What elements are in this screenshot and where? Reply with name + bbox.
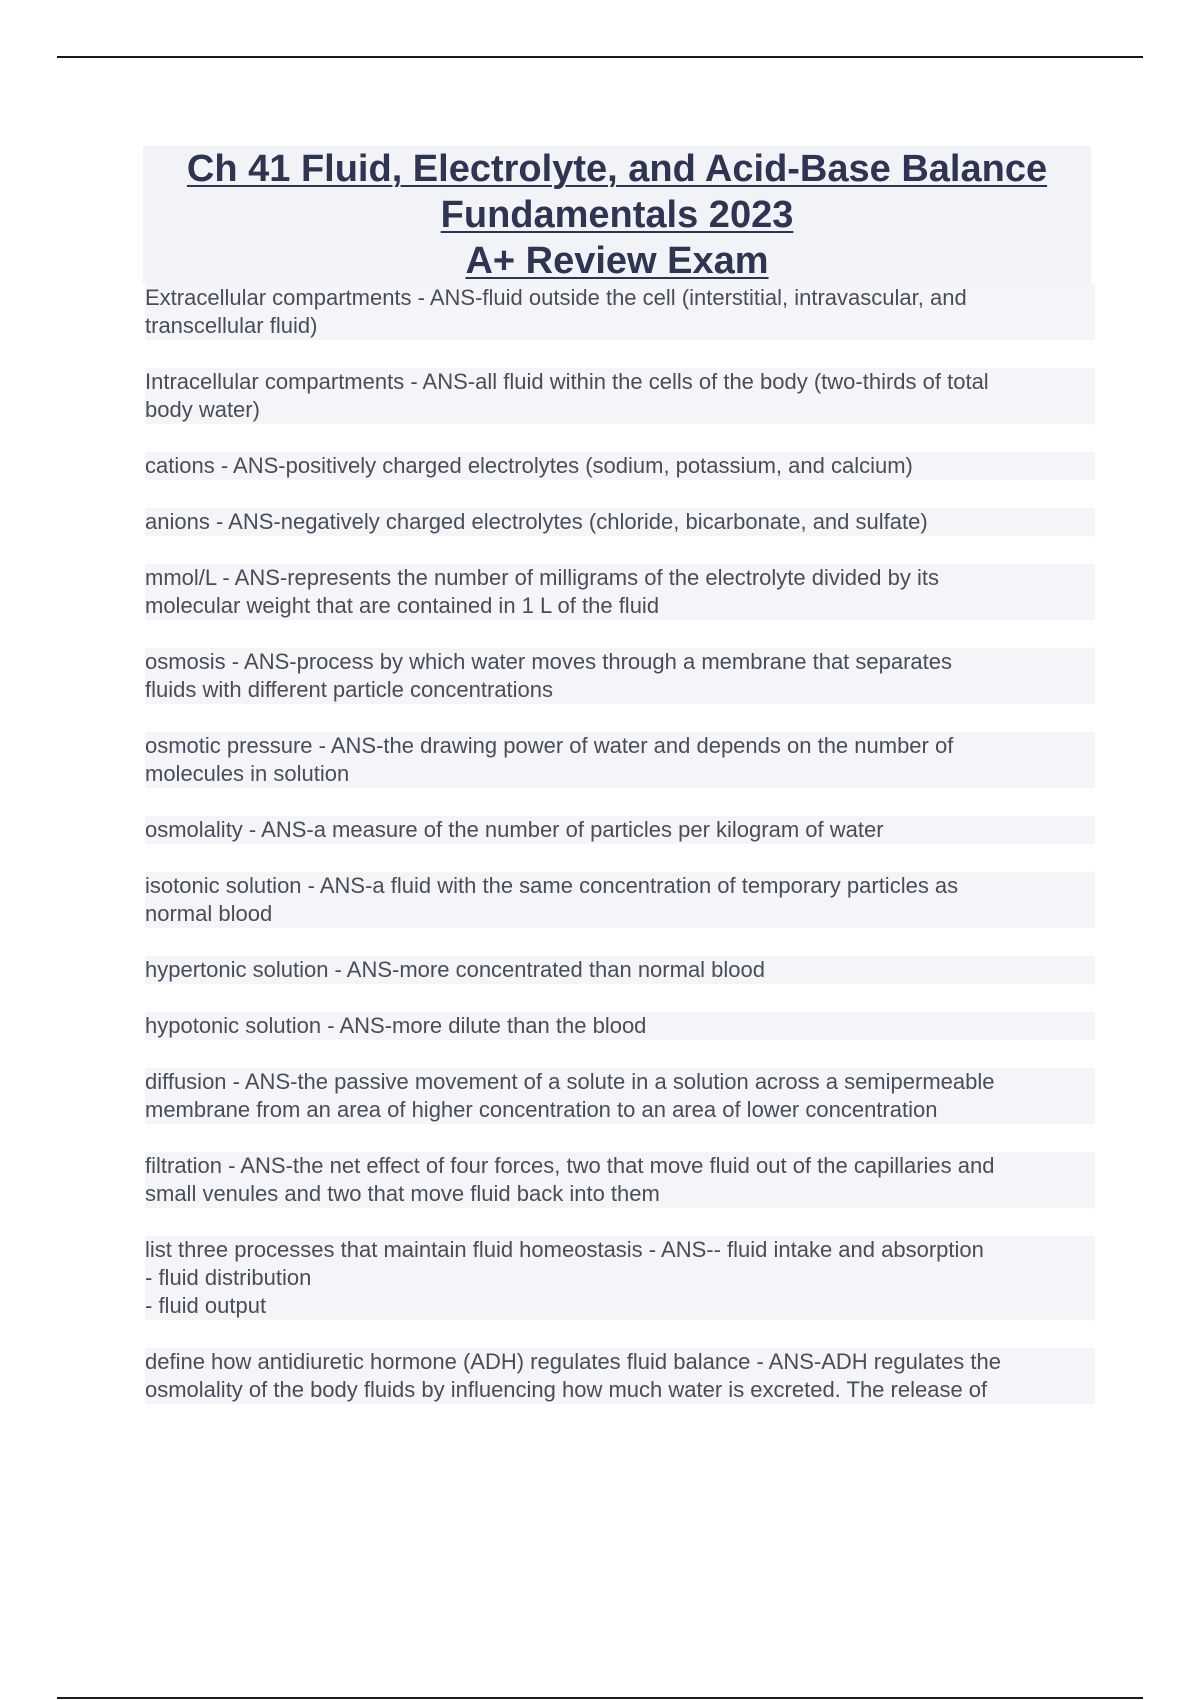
entry-text: isotonic solution - ANS-a fluid with the same concentration of temporary particles as: [145, 873, 959, 898]
entry-text: molecules in solution: [145, 761, 350, 786]
bottom-rule: [57, 1697, 1143, 1699]
entry-text: osmosis - ANS-process by which water moves through a membrane that separates: [145, 649, 953, 674]
entry-text: - fluid output: [145, 1293, 267, 1318]
qa-entry-extracellular: [145, 284, 1095, 340]
entry-text: diffusion - ANS-the passive movement of a solute in a solution across a semipermeable: [145, 1069, 995, 1094]
entry-text: transcellular fluid): [145, 313, 318, 338]
qa-entry-cations: [145, 452, 1095, 480]
entry-text: small venules and two that move fluid back into them: [145, 1181, 660, 1206]
qa-entry-adh: [145, 1348, 1095, 1404]
entry-text: molecular weight that are contained in 1 L of the fluid: [145, 593, 660, 618]
qa-entry-filtration: [145, 1152, 1095, 1208]
entry-text: cations - ANS-positively charged electrolytes (sodium, potassium, and calcium): [145, 453, 913, 478]
title-line-1: Ch 41 Fluid, Electrolyte, and Acid-Base Balance: [186, 148, 1048, 190]
entry-text: hypertonic solution - ANS-more concentrated than normal blood: [145, 957, 766, 982]
entry-text: body water): [145, 397, 260, 422]
qa-entry-osmotic-pressure: [145, 732, 1095, 788]
qa-entry-hypotonic: [145, 1012, 1095, 1040]
entry-text: osmotic pressure - ANS-the drawing power of water and depends on the number of: [145, 733, 954, 758]
qa-entry-diffusion: [145, 1068, 1095, 1124]
document-title: [143, 146, 1091, 284]
qa-entry-intracellular: [145, 368, 1095, 424]
title-line-3: A+ Review Exam: [465, 240, 769, 282]
entry-text: - fluid distribution: [145, 1265, 312, 1290]
entry-text: anions - ANS-negatively charged electrolytes (chloride, bicarbonate, and sulfate): [145, 509, 928, 534]
entry-text: mmol/L - ANS-represents the number of milligrams of the electrolyte divided by its: [145, 565, 939, 590]
qa-entry-homeostasis: [145, 1236, 1095, 1320]
entry-text: list three processes that maintain fluid homeostasis - ANS-- fluid intake and absorption: [145, 1237, 984, 1262]
entry-text: membrane from an area of higher concentration to an area of lower concentration: [145, 1097, 938, 1122]
entry-text: fluids with different particle concentrations: [145, 677, 554, 702]
qa-list: [145, 284, 1095, 1432]
entry-text: normal blood: [145, 901, 273, 926]
entry-text: Intracellular compartments - ANS-all fluid within the cells of the body (two-thirds of total: [145, 369, 989, 394]
top-rule: [57, 56, 1143, 58]
entry-text: hypotonic solution - ANS-more dilute than the blood: [145, 1013, 647, 1038]
entry-text: osmolality - ANS-a measure of the number of particles per kilogram of water: [145, 817, 884, 842]
title-line-2: Fundamentals 2023: [440, 194, 794, 236]
qa-entry-anions: [145, 508, 1095, 536]
qa-entry-osmosis: [145, 648, 1095, 704]
qa-entry-hypertonic: [145, 956, 1095, 984]
qa-entry-osmolality: [145, 816, 1095, 844]
qa-entry-isotonic: [145, 872, 1095, 928]
entry-text: filtration - ANS-the net effect of four forces, two that move fluid out of the capillaries and: [145, 1153, 995, 1178]
qa-entry-mmol: [145, 564, 1095, 620]
entry-text: define how antidiuretic hormone (ADH) regulates fluid balance - ANS-ADH regulates the: [145, 1349, 1001, 1374]
entry-text: Extracellular compartments - ANS-fluid outside the cell (interstitial, intravascular, and: [145, 285, 967, 310]
entry-text: osmolality of the body fluids by influencing how much water is excreted. The release of: [145, 1377, 988, 1402]
